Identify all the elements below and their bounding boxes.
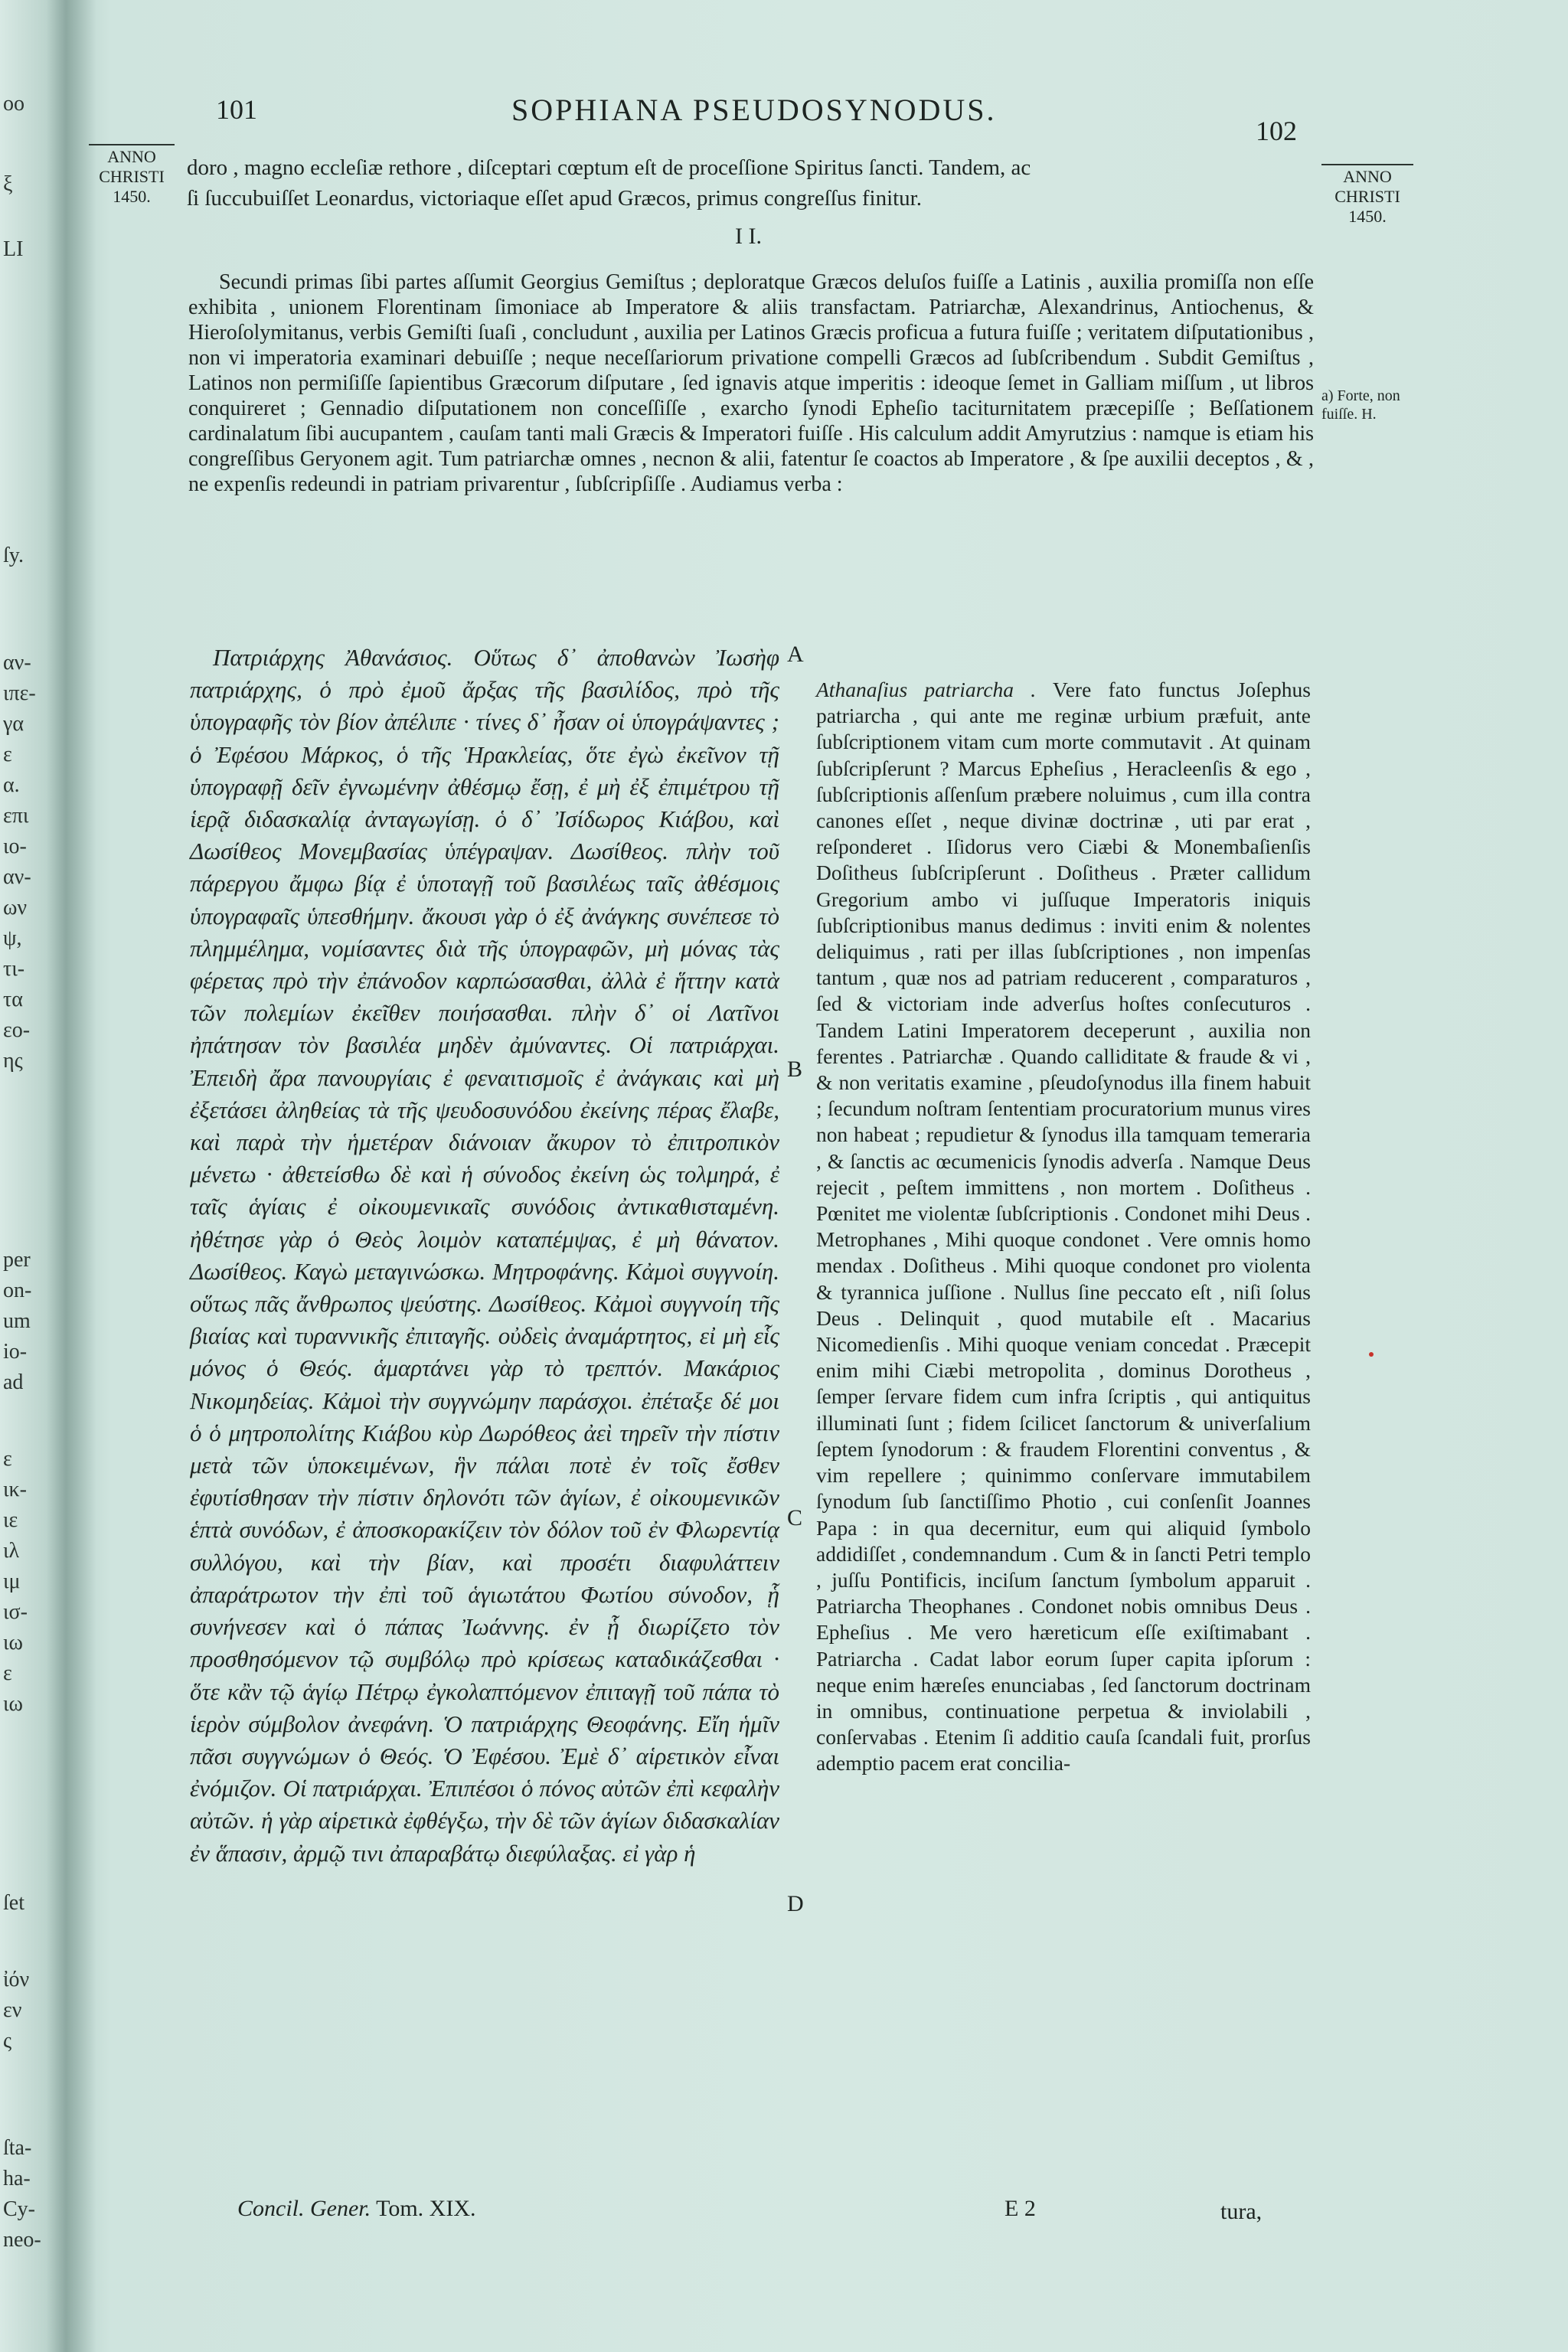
gutter-fragment: ſet — [3, 1891, 24, 1915]
gutter-fragment: τα — [3, 988, 23, 1011]
gutter-fragment: ſta- — [3, 2136, 32, 2160]
footer-source — [237, 2196, 476, 2222]
latin-lead-speaker: Athanaſius patriarcha . — [816, 678, 1037, 701]
gutter-fragment: τι- — [3, 957, 25, 981]
section-heading: I I. — [735, 224, 762, 249]
margin-anno-left — [89, 144, 175, 207]
year-label: 1450. — [113, 187, 151, 206]
gutter-fragment: αν- — [3, 651, 31, 675]
gutter-fragment: Cy- — [3, 2197, 35, 2221]
christi-label: CHRISTI — [1334, 187, 1400, 206]
gutter-fragment: per — [3, 1248, 31, 1272]
gutter-fragment: ψ, — [3, 926, 22, 950]
gutter-fragment: io- — [3, 1340, 28, 1364]
gutter-fragment: oo — [3, 92, 24, 116]
gutter-fragment: ε — [3, 743, 12, 766]
column-marker-a: A — [787, 642, 804, 667]
gutter-fragment: ἰόν — [3, 1968, 30, 1991]
gutter-fragment: ε — [3, 1447, 12, 1471]
year-label: 1450. — [1348, 207, 1387, 226]
gutter-fragment: ιω — [3, 1631, 23, 1655]
footer-volume: Tom. XIX. — [376, 2196, 476, 2221]
gutter-fragment: γα — [3, 712, 24, 736]
gutter-fragment: εο- — [3, 1018, 31, 1042]
gutter-fragment: LI — [3, 237, 24, 261]
anno-label: ANNO — [107, 147, 156, 166]
gutter-fragment: ιε — [3, 1508, 18, 1532]
binding-shadow — [66, 0, 96, 2352]
column-marker-d: D — [787, 1891, 804, 1916]
gutter-fragment: ad — [3, 1370, 24, 1394]
gutter-fragment: ιμ — [3, 1570, 21, 1593]
page-number-right: 102 — [1256, 116, 1297, 146]
gutter-fragment: ιπε- — [3, 681, 36, 705]
anno-label: ANNO — [1343, 167, 1392, 186]
gutter-fragment: ε — [3, 1661, 12, 1685]
top-line-1: doro , magno eccleſiæ rethore , diſceptari cœptum eſt de proceſſione Spiritus ſancti. Tandem, ac — [187, 155, 1031, 180]
latin-body: Vere fato functus Joſephus patriarcha , qui ante me reginæ urbium præfuit, ante ſubſcriptionem vitam cum morte commutavit . At quinam ſubſcripſerunt ? Marcus Epheſius , Heracleenſis & ego , ſubſcriptionis aſſenſum præbere noluimus , cum illa contra canones eſſet , neque divinæ doctrinæ , uti par erat , reſponderet . Iſidorus vero Ciæbi & Monembaſienſis Doſitheus ſubſcripſerunt . Doſitheus . Præter callidum Gregorium ambo vi juſſuque Imperatoris iniquis ſubſcriptionibus manus dedimus : inviti enim & nolentes deliquimus , rati per illas ſubſcriptiones , non impenſas tantum , quæ nos ad patriam reducerent , comparaturos , ſed & victoriam inde adverſus hoſtes conſecuturos . Tandem Latini Imperatorem deceperunt , auxilia non ferentes . Patriarchæ . Quando calliditate & fraude & vi , & non veritatis examine , pſeudoſynodus illa finem habuit ; ſecundum noſtram ſententiam procuratorium munus vires non habeat ; repudietur & ſynodus illa tamquam temeraria , & ſanctis ac œcumenicis ſynodis adverſa . Namque Deus rejecit , peſtem immittens , non mortem . Doſitheus . Pœnitet me violentæ ſubſcriptionis . Condonet mihi Deus . Metrophanes , Mihi quoque condonet . Vere omnis homo mendax . Doſitheus . Mihi quoque condonet pro violenta & tyrannica juſſione . Nullus ſine peccato eſt , niſi ſolus Deus . Delinquit , quod mutabile eſt . Macarius Nicomedienſis . Mihi quoque veniam concedat . Præcepit enim mihi Ciæbi metropolita , dominus Dorotheus , ſemper ſervare fidem cum infra ſcriptis , qui antiquitus illuminati ſunt ; fidem ſcilicet ſanctorum & univerſalium ſeptem ſynodorum : & fraudem Florentini conventus , & vim repellere ; quinimmo conſervare immutabilem ſynodum ſub ſanctiſſimo Photio , cui conſenſit Joannes Papa : in qua decernitur, eum qui aliquid ſymbolo addidiſſet , condemnandum . Cum & in ſancti Petri templo , juſſu Pontificis, inciſum ſanctum ſymbolum apparuit . Patriarcha Theophanes . Condonet nobis omnibus Deus . Epheſius . Me vero hæreticum eſſe exiſtimabant . Patriarcha . Cadat labor eorum ſuper capita ipſorum : neque enim hæreſes enunciabas , ſed ſanctorum doctrinam in omnibus, continuatione perpetua & inviolabili , conſervabas . Etenim ſi additio cauſa ſcandali fuit, prorſus ademptio pacem erat concilia- — [816, 678, 1311, 1775]
gutter-fragment: neo- — [3, 2228, 41, 2252]
page-number-left: 101 — [216, 94, 257, 125]
footnote-line-2: fuiſſe. H. — [1321, 406, 1377, 423]
gutter-fragment: on- — [3, 1279, 32, 1302]
column-marker-c: C — [787, 1505, 803, 1530]
gutter-fragment: ς — [3, 2029, 12, 2053]
gutter-fragment: ης — [3, 1049, 23, 1073]
top-line-2: ſi ſuccubuiſſet Leonardus, victoriaque eſſet apud Græcos, primus congreſſus finitur. — [187, 186, 922, 211]
gutter-fragment: ha- — [3, 2167, 31, 2190]
latin-translation-column — [816, 677, 1311, 1777]
gutter-fragment: ιω — [3, 1692, 23, 1716]
gutter-fragment: ſy. — [3, 544, 24, 567]
footer-source-title: Concil. Gener. — [237, 2196, 371, 2221]
margin-anno-right — [1321, 164, 1413, 227]
column-marker-b: B — [787, 1057, 803, 1082]
gutter-fragment: ων — [3, 896, 28, 920]
gutter-fragment: ιλ — [3, 1539, 20, 1563]
gutter-fragment: ισ- — [3, 1600, 28, 1624]
gutter-fragment: um — [3, 1309, 31, 1333]
footer-catchword: tura, — [1220, 2199, 1263, 2224]
ink-spot — [1369, 1352, 1374, 1357]
gutter-fragment: ικ- — [3, 1478, 27, 1501]
margin-footnote — [1321, 387, 1429, 423]
gutter-fragment: ιο- — [3, 835, 27, 858]
christi-label: CHRISTI — [99, 167, 165, 186]
intro-paragraph: Secundi primas ſibi partes aſſumit Georgius Gemiſtus ; deploratque Græcos deluſos fuiſſe a Latinis , auxilia promiſſa non eſſe exhibita , unionem Florentinam ſimoniace ab Imperatore & aliis transfactam. Patriarchæ, Alexandrinus, Antiochenus, & Hieroſolymitanus, verbis Gemiſti ſuaſi , concludunt , auxilia per Latinos Græcis proficua a futura fuiſſe ; veritatem diſputationibus , non vi imperatoria examinari debuiſſe ; neque neceſſariorum privatione compelli Græcos ad ſubſcribendum . Subdit Gemiſtus , Latinos non permiſiſſe ſapientibus Græcorum diſputare , ſed ignavis atque imperitis : ideoque ſemet in Galliam miſſum , ut libros conquireret ; Gennadio diſputationem non conceſſiſſe , exarcho ſynodi Epheſio taciturnitatem præcepiſſe ; Beſſationem cardinalatum ſibi aucupantem , cauſam tanti mali Græcis & Imperatori fuiſſe . His calculum addit Amyrutzius : namque is etiam his congreſſibus Geryonem agit. Tum patriarchæ omnes , necnon & alii, fatentur ſe coactos ab Imperatore , & ſpe auxilii deceptos , & , ne expenſis redeundi in patriam privarentur , ſubſcripſiſſe . Audiamus verba : — [188, 270, 1314, 496]
gutter-fragment: α. — [3, 773, 20, 797]
gutter-fragment: αν- — [3, 865, 31, 889]
gutter-fragment: ξ — [3, 172, 13, 196]
gutter-fragment: εν — [3, 1998, 22, 2022]
footnote-line-1: a) Forte, non — [1321, 387, 1400, 404]
footer-signature: E 2 — [1004, 2196, 1036, 2221]
gutter-fragment: επι — [3, 804, 29, 828]
running-title: SOPHIANA PSEUDOSYNODUS. — [511, 93, 997, 127]
greek-text-column: Πατριάρχης Ἀθανάσιος. Οὕτως δ᾽ ἀποθανὼν Ἰωσὴφ πατριάρχης, ὁ πρὸ ἐμοῦ ἄρξας τῆς βασιλίδος, πρὸ τῆς ὑπογραφῆς τὸν βίον ἀπέλιπε · τίνες δ᾽ ἦσαν οἱ ὑπογράψαντες ; ὁ Ἐφέσου Μάρκος, ὁ τῆς Ἡρακλείας, ὅτε ἐγὼ ἐκεῖνον τῇ ὑπογραφῇ δεῖν ἐγνωμένην ἀθέσμῳ ἔσῃ, ἐ μὴ ἐξ ἐπιμέτρου τῇ ἱερᾷ διδασκαλίᾳ ἀνταγωγίσῃ. ὁ δ᾽ Ἰσίδωρος Κιάβου, καὶ Δωσίθεος Μονεμβασίας ὑπέγραψαν. Δωσίθεος. πλὴν τοῦ πάρεργου ἄμφω βίᾳ ἐ ὑποταγῇ τοῦ βασιλέως ταῖς ἀθέσμοις ὑπογραφαῖς ὑπεσθήμην. ἄκουσι γὰρ ὁ ἐξ ἀνάγκης συνέπεσε τὸ πλημμέλημα, νομίσαντες διὰ τῆς ὑπογραφῶν, μὴ μόνας τὰς φέρετας πρὸ τὴν ἐπάνοδον καρπώσασθαι, ἀλλὰ ἐ ἥττην κατὰ τῶν πολεμίων ἐκεῖθεν ποιήσασθαι. πλὴν δ᾽ οἱ Λατῖνοι ἠπάτησαν τὸν βασιλέα μηδὲν ἀμύναντες. Οἱ πατριάρχαι. Ἐπειδὴ ἄρα πανουργίαις ἐ φεναιτισμοῖς ἐ ἀνάγκαις καὶ μὴ ἐξετάσει ἀληθείας τὰ τῆς ψευδοσυνόδου ἐκείνης πέρας ἔλαβε, καὶ παρὰ τὴν ἡμετέραν διάνοιαν ἄκυρον τὸ ἐπιτροπικὸν μένετω · ἀθετείσθω δὲ καὶ ἡ σύνοδος ἐκείνη ὡς τολμηρά, ἐ ταῖς ἁγίαις ἐ οἰκουμενικαῖς συνόδοις ἀντικαθισταμένη. ἠθέτησε γὰρ ὁ Θεὸς λοιμὸν καταπέμψας, ἐ μὴ θάνατον. Δωσίθεος. Καγὼ μεταγινώσκω. Μητροφάνης. Κἀμοὶ συγγνοίη. οὕτως πᾶς ἄνθρωπος ψεύστης. Δωσίθεος. Κἀμοὶ συγγνοίη τῆς βιαίας καὶ τυραννικῆς ἐπιταγῆς. οὐδεὶς ἀναμάρτητος, εἰ μὴ εἷς μόνος ὁ Θεός. ἁμαρτάνει γὰρ τὸ τρεπτόν. Μακάριος Νικομηδείας. Κἀμοὶ τὴν συγγνώμην παράσχοι. ἐπέταξε δέ μοι ὁ ὁ μητροπολίτης Κιάβου κὺρ Δωρόθεος ἀεὶ τηρεῖν τὴν πίστιν μετὰ τῶν ὑποκειμένων, ἣν πάλαι ποτὲ ἐν τοῖς ἔσθεν ἐφυτίσθησαν τὴν πίστιν δηλονότι τῶν ἁγίων, ἐ οἰκουμενικῶν ἑπτὰ συνόδων, ἐ ἀποσκορακίζειν τὸν δόλον τοῦ ἐν Φλωρεντίᾳ συλλόγου, καὶ τὴν βίαν, καὶ προσέτι διαφυλάττειν ἀπαράτρωτον τὴν ἐπὶ τοῦ ἁγιωτάτου Φωτίου σύνοδον, ᾗ συνήνεσεν καὶ ὁ πάπας Ἰωάννης. ἐν ᾗ διωρίζετο τὸν προσθησόμενον τῷ συμβόλῳ πρὸ κρίσεως καταδικάζεσθαι · ὅτε κἂν τῷ ἁγίῳ Πέτρῳ ἐγκολαπτόμενον ἐπιταγῇ τοῦ πάπα τὸ ἱερὸν σύμβολον ἀνεφάνη. Ὁ πατριάρχης Θεοφάνης. Εἴη ἡμῖν πᾶσι συγγνώμων ὁ Θεός. Ὁ Ἐφέσου. Ἐμὲ δ᾽ αἱρετικὸν εἶναι ἐνόμιζον. Οἱ πατριάρχαι. Ἐπιπέσοι ὁ πόνος αὐτῶν ἐπὶ κεφαλὴν αὐτῶν. ἡ γὰρ αἱρετικὰ ἐφθέγξω, τὴν δὲ τῶν ἁγίων διδασκαλίαν ἐν ἅπασιν, ἀρμῷ τινι ἀπαραβάτῳ διεφύλαξας. εἰ γὰρ ἡ — [190, 644, 779, 1867]
facing-page-gutter — [0, 0, 66, 2352]
